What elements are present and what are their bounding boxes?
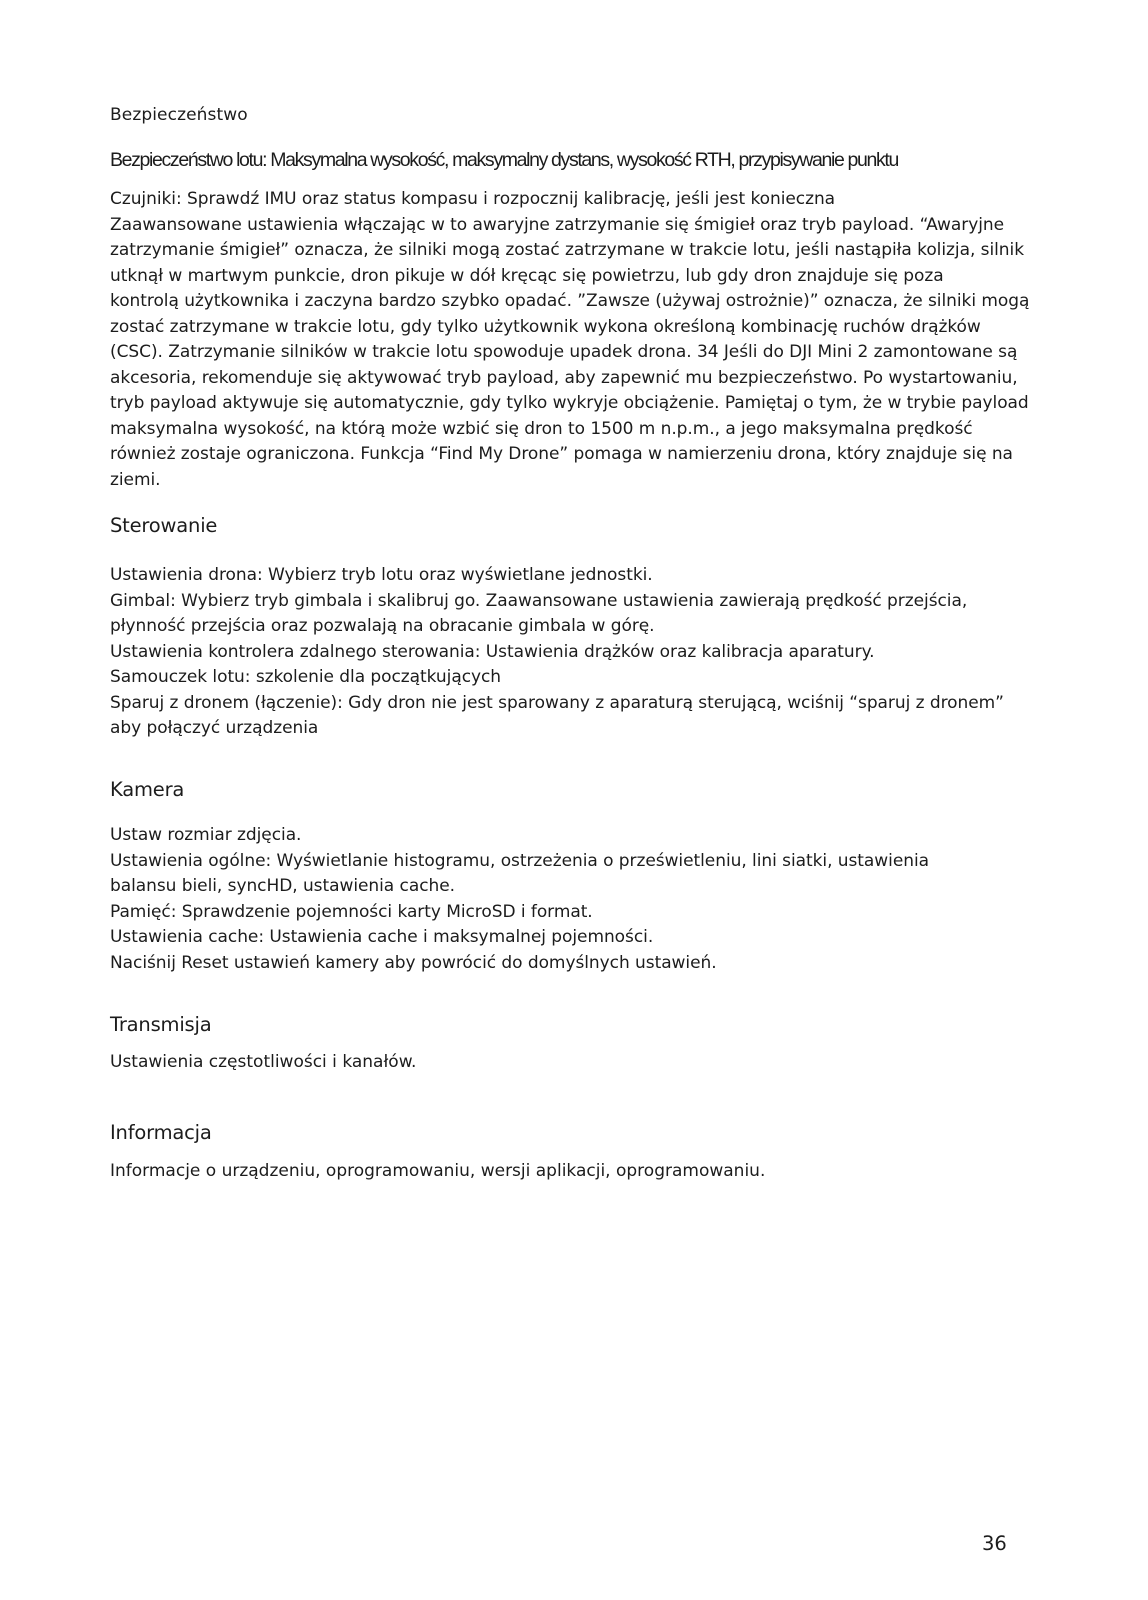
- text-line: zatrzymanie śmigieł” oznacza, że silniki mogą zostać zatrzymane w trakcie lotu, jeśli nastąpiła kolizja, silnik: [110, 240, 1024, 260]
- page-number: 36: [982, 1532, 1007, 1555]
- informacja-section: [110, 1159, 1030, 1185]
- text-line: Informacje o urządzeniu, oprogramowaniu, wersji aplikacji, oprogramowaniu.: [110, 1161, 766, 1181]
- text-line: Ustawienia ogólne: Wyświetlanie histogramu, ostrzeżenia o prześwietleniu, lini siatki, ustawienia: [110, 850, 929, 871]
- text-line: również zostaje ograniczona. Funkcja “Find My Drone” pomaga w namierzeniu drona, który znajduje się na: [110, 444, 1013, 464]
- text-line: ziemi.: [110, 469, 161, 490]
- text-line: kontrolą użytkownika i zaczyna bardzo szybko opadać. ”Zawsze (używaj ostrożnie)” oznacza, że silniki mogą: [110, 291, 1030, 311]
- safety-paragraph: [110, 187, 1030, 493]
- text-line: Ustawienia częstotliwości i kanałów.: [110, 1052, 417, 1072]
- page-heading: Bezpieczeństwo lotu: Maksymalna wysokość, maksymalny dystans, wysokość RTH, przypisywanie punktu: [110, 149, 898, 171]
- text-line: Zaawansowane ustawienia włączając w to awaryjne zatrzymanie się śmigieł oraz tryb payload. “Awaryjne: [110, 214, 1005, 235]
- section-label: Bezpieczeństwo: [110, 105, 248, 125]
- text-line: tryb payload aktywuje się automatycznie, gdy tylko wykryje obciążenie. Pamiętaj o tym, że w trybie payload: [110, 393, 1029, 413]
- text-line: płynność przejścia oraz pozwalają na obracanie gimbala w górę.: [110, 616, 655, 636]
- text-line: Sparuj z dronem (łączenie): Gdy dron nie jest sparowany z aparaturą sterującą, wciśnij “sparuj z dronem”: [110, 692, 1004, 713]
- text-line: aby połączyć urządzenia: [110, 718, 319, 738]
- kamera-section: [110, 823, 1030, 976]
- text-line: zostać zatrzymane w trakcie lotu, gdy tylko użytkownik wykona określoną kombinację ruchów drążków: [110, 316, 981, 337]
- sterowanie-heading: Sterowanie: [110, 514, 218, 537]
- text-line: maksymalna wysokość, na którą może wzbić się dron to 1500 m n.p.m., a jego maksymalna prędkość: [110, 418, 973, 439]
- text-line: Naciśnij Reset ustawień kamery aby powrócić do domyślnych ustawień.: [110, 952, 717, 973]
- transmisja-heading: Transmisja: [110, 1013, 212, 1036]
- text-line: Ustawienia kontrolera zdalnego sterowania: Ustawienia drążków oraz kalibracja aparatury.: [110, 641, 875, 662]
- text-line: balansu bieli, syncHD, ustawienia cache.: [110, 876, 455, 896]
- text-line: (CSC). Zatrzymanie silników w trakcie lotu spowoduje upadek drona. 34 Jeśli do DJI Mini 2 zamontowane są: [110, 342, 1018, 362]
- sterowanie-section: [110, 563, 1030, 742]
- text-line: Ustawienia drona: Wybierz tryb lotu oraz wyświetlane jednostki.: [110, 565, 653, 585]
- transmisja-section: [110, 1050, 1030, 1076]
- text-line: akcesoria, rekomenduje się aktywować tryb payload, aby zapewnić mu bezpieczeństwo. Po wystartowaniu,: [110, 367, 1018, 388]
- text-line: Samouczek lotu: szkolenie dla początkujących: [110, 667, 502, 687]
- text-line: Gimbal: Wybierz tryb gimbala i skalibruj go. Zaawansowane ustawienia zawierają prędkość przejścia,: [110, 590, 968, 611]
- text-line: Ustaw rozmiar zdjęcia.: [110, 825, 302, 845]
- kamera-heading: Kamera: [110, 778, 185, 801]
- text-line: Pamięć: Sprawdzenie pojemności karty MicroSD i format.: [110, 901, 593, 922]
- text-line: utknął w martwym punkcie, dron pikuje w dół kręcąc się powietrzu, lub gdy dron znajduje się poza: [110, 265, 944, 286]
- informacja-heading: Informacja: [110, 1121, 212, 1144]
- text-line: Czujniki: Sprawdź IMU oraz status kompasu i rozpocznij kalibrację, jeśli jest konieczna: [110, 189, 836, 209]
- text-line: Ustawienia cache: Ustawienia cache i maksymalnej pojemności.: [110, 927, 654, 947]
